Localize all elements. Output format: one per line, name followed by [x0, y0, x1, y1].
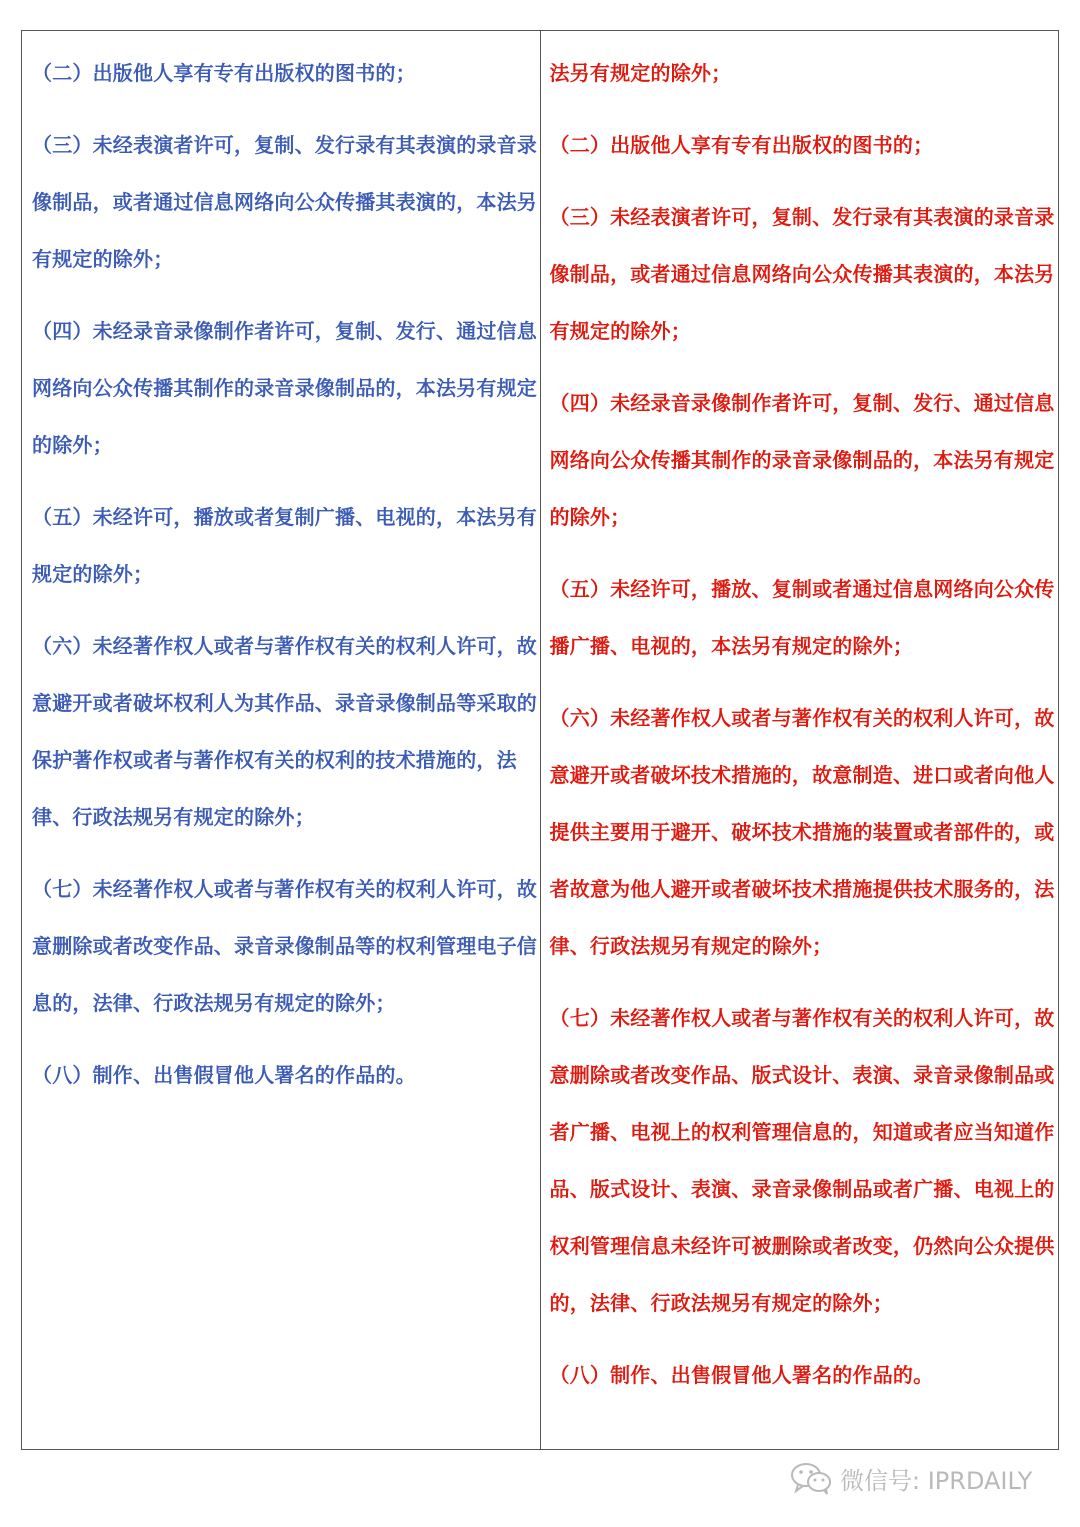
right-paragraph-6: （六）未经著作权人或者与著作权有关的权利人许可，故意避开或者破坏技术措施的，故意制造、进口或者向他人提供主要用于避开、破坏技术措施的装置或者部件的，或者故意为他人避开或者破坏技术措施提供技术服务的，法律、行政法规另有规定的除外； [549, 706, 1055, 958]
left-paragraph-6: （六）未经著作权人或者与著作权有关的权利人许可，故意避开或者破坏权利人为其作品、录音录像制品等采取的保护著作权或者与著作权有关的权利的技术措施的，法律、行政法规另有规定的除外； [32, 634, 537, 829]
left-paragraph-5: （五）未经许可，播放或者复制广播、电视的，本法另有规定的除外； [32, 505, 537, 586]
wechat-watermark [790, 1458, 1032, 1498]
right-column [541, 31, 1059, 1449]
right-paragraph-4: （四）未经录音录像制作者许可，复制、发行、通过信息网络向公众传播其制作的录音录像制品的，本法另有规定的除外； [549, 391, 1055, 529]
left-paragraph-3: （三）未经表演者许可，复制、发行录有其表演的录音录像制品，或者通过信息网络向公众传播其表演的，本法另有规定的除外； [32, 133, 537, 271]
right-paragraph-2: （二）出版他人享有专有出版权的图书的； [549, 133, 934, 157]
right-paragraph-3: （三）未经表演者许可，复制、发行录有其表演的录音录像制品，或者通过信息网络向公众传播其表演的，本法另有规定的除外； [549, 205, 1055, 343]
right-paragraph-8: （八）制作、出售假冒他人署名的作品的。 [549, 1363, 934, 1387]
left-column [22, 31, 541, 1449]
right-paragraph-5: （五）未经许可，播放、复制或者通过信息网络向公众传播广播、电视的，本法另有规定的除外； [549, 577, 1055, 658]
right-paragraph-7: （七）未经著作权人或者与著作权有关的权利人许可，故意删除或者改变作品、版式设计、表演、录音录像制品或者广播、电视上的权利管理信息的，知道或者应当知道作品、版式设计、表演、录音录像制品或者广播、电视上的权利管理信息未经许可被删除或者改变，仍然向公众提供的，法律、行政法规另有规定的除外； [549, 1006, 1055, 1315]
watermark-text: 微信号: IPRDAILY [840, 1466, 1033, 1495]
left-paragraph-2: （二）出版他人享有专有出版权的图书的； [32, 61, 416, 85]
right-paragraph-continuation: 法另有规定的除外； [549, 61, 732, 85]
left-paragraph-7: （七）未经著作权人或者与著作权有关的权利人许可，故意删除或者改变作品、录音录像制品等的权利管理电子信息的，法律、行政法规另有规定的除外； [32, 877, 537, 1015]
comparison-table [21, 30, 1059, 1450]
left-paragraph-4: （四）未经录音录像制作者许可，复制、发行、通过信息网络向公众传播其制作的录音录像制品的，本法另有规定的除外； [32, 319, 537, 457]
wechat-icon [790, 1461, 832, 1495]
left-paragraph-8: （八）制作、出售假冒他人署名的作品的。 [32, 1063, 416, 1087]
